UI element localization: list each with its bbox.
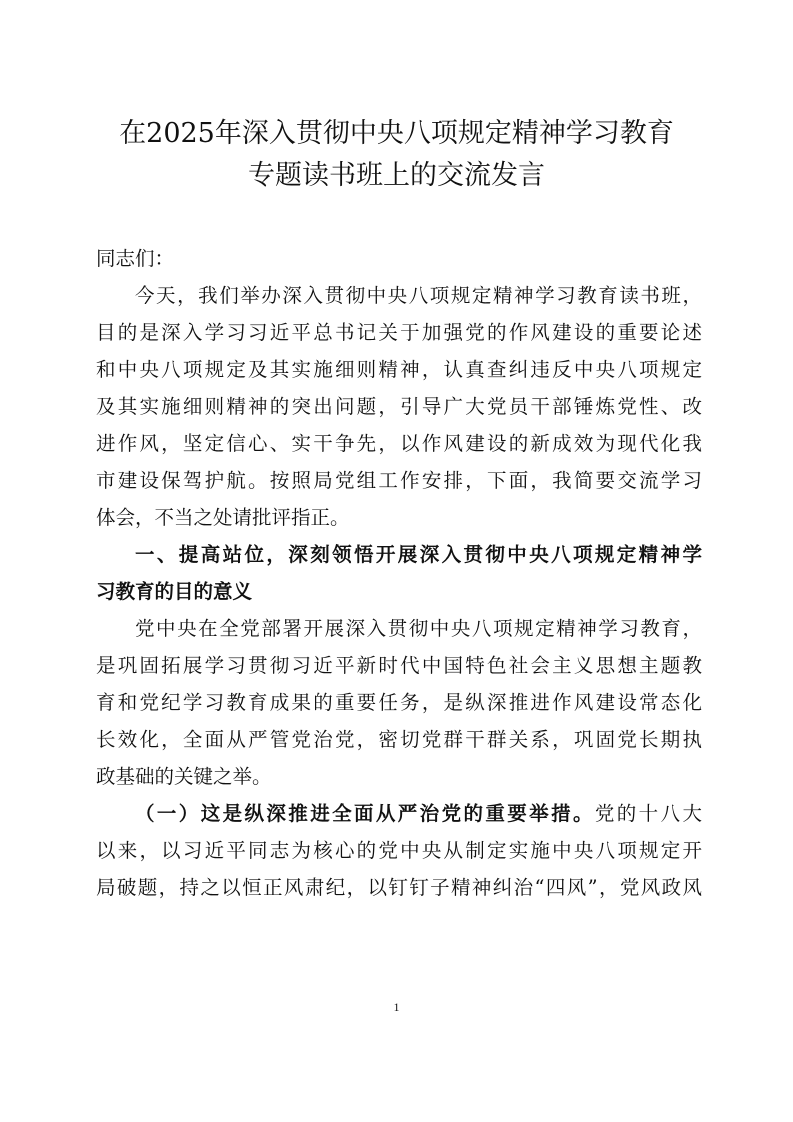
paragraph-line: 政基础的关键之举。 [96, 765, 272, 788]
document-body [96, 240, 702, 906]
paragraph-line: 以来，以习近平同志为核心的党中央从制定实施中央八项规定开 [96, 839, 702, 862]
subsection-text: 党的十八大 [594, 802, 702, 825]
paragraph-subsection-1 [96, 795, 702, 906]
document-title-line1: 在2025年深入贯彻中央八项规定精神学习教育 [119, 118, 674, 149]
subsection-heading: （一）这是纵深推进全面从严治党的重要举措。 [135, 802, 595, 825]
paragraph-line: 长效化，全面从严管党治党，密切党群干群关系，巩固党长期执 [96, 728, 702, 751]
paragraph-line: 市建设保驾护航。按照局党组工作安排，下面，我简要交流学习 [96, 469, 702, 492]
page-number: 1 [393, 1000, 400, 1014]
paragraph-line: 目的是深入学习习近平总书记关于加强党的作风建设的重要论述 [96, 321, 702, 344]
paragraph-line: 育和党纪学习教育成果的重要任务，是纵深推进作风建设常态化 [96, 691, 702, 714]
paragraph-line: 和中央八项规定及其实施细则精神，认真查纠违反中央八项规定 [96, 358, 702, 381]
paragraph-line: 党中央在全党部署开展深入贯彻中央八项规定精神学习教育， [135, 617, 702, 640]
salutation: 同志们： [96, 247, 175, 270]
paragraph-significance [96, 610, 702, 795]
paragraph-line: 局破题，持之以恒正风肃纪，以钉钉子精神纠治“四风”，党风政风 [96, 876, 702, 899]
heading-line: 一、提高站位，深刻领悟开展深入贯彻中央八项规定精神学 [135, 543, 702, 566]
heading-line: 习教育的目的意义 [96, 580, 253, 603]
paragraph-line: 体会，不当之处请批评指正。 [96, 506, 350, 529]
paragraph-line [96, 795, 702, 832]
paragraph-line: 及其实施细则精神的突出问题，引导广大党员干部锤炼党性、改 [96, 395, 702, 418]
paragraph-line: 是巩固拓展学习贯彻习近平新时代中国特色社会主义思想主题教 [96, 654, 702, 677]
document-title-line2: 专题读书班上的交流发言 [248, 160, 545, 191]
paragraph-line: 今天，我们举办深入贯彻中央八项规定精神学习教育读书班， [135, 284, 702, 307]
paragraph-intro [96, 277, 702, 536]
section-heading-1 [96, 536, 702, 610]
paragraph-line: 进作风，坚定信心、实干争先，以作风建设的新成效为现代化我 [96, 432, 702, 455]
